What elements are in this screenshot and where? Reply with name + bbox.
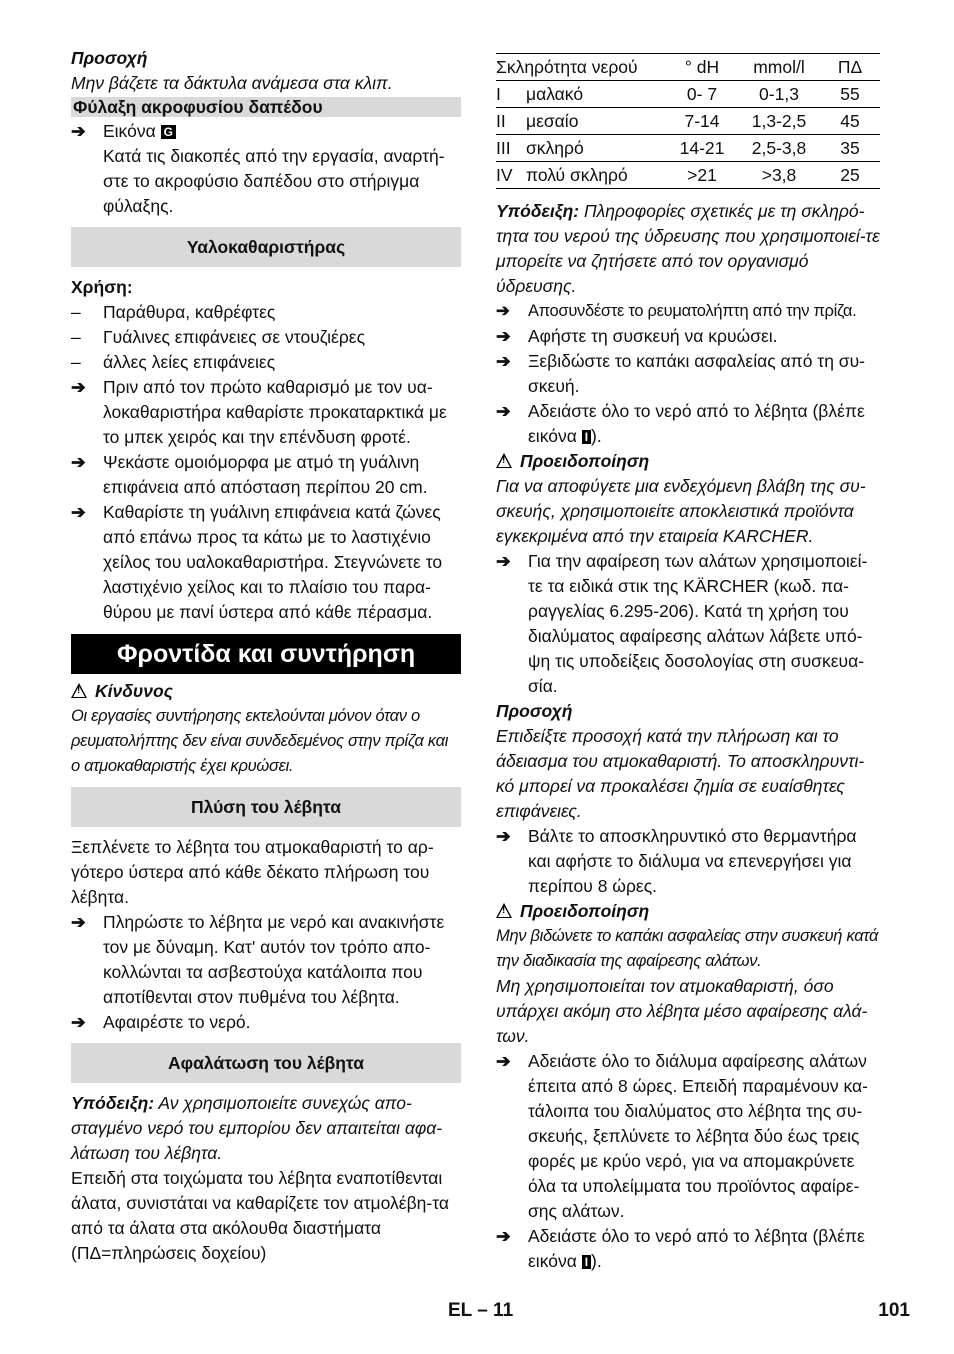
hardness-note (496, 199, 880, 299)
prep-step-text: Ξεβιδώστε το καπάκι ασφαλείας από τη συ-σκευή. (528, 351, 865, 396)
figure-ref-badge: I (582, 1255, 591, 1269)
rinse-step-text: Αφαιρέστε το νερό. (103, 1012, 251, 1032)
danger-title (71, 679, 461, 704)
drain-step-text: Αδειάστε όλο το διάλυμα αφαίρεσης αλάτων έπειτα από 8 ώρες. Επειδή παραμένουν κα-τάλοιπα του διαλύματος στο λέβητα της συ-σκευής, ξεπλύνετε το λέβητα δύο έως τρεις φορές με κρύο νερό, για να απομακρύνετε όλα τα υπολείμματα του προϊόντος αφαίρε-σης αλάτων. (528, 1051, 868, 1221)
prep-step (496, 349, 880, 399)
dash-bullet: – (71, 327, 81, 347)
table-cell: II (496, 110, 506, 131)
usage-item-text: Γυάλινες επιφάνειες σε ντουζιέρες (103, 327, 366, 347)
right-column (496, 46, 880, 1274)
arrow-right-icon: ➔ (71, 912, 86, 932)
caution-text: Επιδείξτε προσοχή κατά την πλήρωση και το άδειασμα του ατμοκαθαριστή. Το αποσκληρυντι-κό μπορεί να προκαλέσει ζημία σε ευαίσθητες επιφάνειες. (496, 726, 865, 821)
left-column (71, 46, 461, 1266)
table-header-row (496, 54, 880, 81)
storage-text: Κατά τις διακοπές από την εργασία, αναρτή-στε το ακροφύσιο δαπέδου στο στήριγμα φύλαξης. (103, 146, 445, 216)
arrow-right-icon: ➔ (496, 826, 511, 846)
arrow-right-icon: ➔ (496, 551, 511, 571)
figure-ref-badge: I (582, 430, 591, 444)
dash-bullet: – (71, 352, 81, 372)
table-cell: 1,3-2,5 (751, 110, 807, 131)
glass-step (71, 500, 461, 625)
table-cell: μεσαίο (526, 110, 579, 131)
arrow-right-icon: ➔ (496, 401, 511, 421)
descaler-step-text: Για την αφαίρεση των αλάτων χρησιμοποιεί-τε τα ειδικά στικ της KÄRCHER (κωδ. πα-ραγγελίας 6.295-206). Κατά τη χρήση του διαλύματος αφαίρεσης αλάτων λάβετε υπό-ψη τις υποδείξεις δοσολογίας στη συσκευα-σία. (528, 551, 868, 696)
table-cell: σκληρό (526, 137, 584, 158)
storage-step-label: Εικόνα (103, 121, 156, 141)
glass-step-text: Ψεκάστε ομοιόμορφα με ατμό τη γυάλινη επιφάνεια από απόσταση περίπου 20 cm. (103, 452, 428, 497)
water-hardness-table (496, 53, 880, 189)
table-cell: 0-1,3 (759, 83, 799, 104)
table-cell: μαλακό (526, 83, 584, 104)
warning-triangle-icon (71, 683, 87, 698)
warning-text: Για να αποφύγετε μια ενδεχόμενη βλάβη της συ-σκευής, χρησιμοποιείτε αποκλειστικά προϊόντα εγκεκριμένα από την εταιρεία KARCHER. (496, 476, 866, 546)
table-cell: 45 (840, 110, 860, 131)
table-cell: >3,8 (761, 164, 797, 185)
note-label: Υπόδειξη: (71, 1093, 155, 1113)
warning-title-text: Προειδοποίηση (520, 901, 650, 921)
rinse-step (71, 910, 461, 1010)
warning-triangle-icon (496, 453, 512, 468)
drain-step (496, 1049, 880, 1224)
rinse-step (71, 1010, 461, 1035)
arrow-right-icon: ➔ (71, 121, 86, 141)
care-heading: Φροντίδα και συντήρηση (71, 634, 461, 674)
note-label: Υπόδειξη: (496, 201, 580, 221)
table-cell: I (496, 83, 501, 104)
warning-title (496, 449, 880, 474)
danger-title-text: Κίνδυνος (95, 681, 173, 701)
glass-step (71, 450, 461, 500)
warning-title-text: Προειδοποίηση (520, 451, 650, 471)
dash-bullet: – (71, 302, 81, 322)
table-cell: 55 (840, 83, 860, 104)
rinse-heading: Πλύση του λέβητα (71, 787, 461, 827)
warning-title (496, 899, 880, 924)
arrow-right-icon: ➔ (71, 377, 86, 397)
prep-step (496, 324, 880, 349)
heater-step-text: Βάλτε το αποσκληρυντικό στο θερμαντήρα και αφήστε το διάλυμα να επενεργήσει για περίπου 8 ώρες. (528, 826, 857, 896)
prep-step (496, 299, 880, 324)
table-cell: 0- 7 (686, 83, 718, 104)
glass-step-text: Καθαρίστε τη γυάλινη επιφάνεια κατά ζώνες από επάνω προς τα κάτω με το λαστιχένιο χείλος του υαλοκαθαριστήρα. Στεγνώνετε το λαστιχένιο χείλος και το πλαίσιο του παρα-θύρου με πανί ύστερα από κάθε πέρασμα. (103, 502, 443, 622)
arrow-right-icon: ➔ (496, 1051, 511, 1071)
rinse-text: Ξεπλένετε το λέβητα του ατμοκαθαριστή το αρ-γότερο ύστερα από κάθε δέκατο πλήρωση του λέβητα. (71, 837, 434, 907)
table-cell: 7-14 (684, 110, 720, 131)
descale-text: Επειδή στα τοιχώματα του λέβητα εναποτίθενται άλατα, συνιστάται να καθαρίζετε τον ατμολέβη-τα από τα άλατα στα ακόλουθα διαστήματα (ΠΔ=πληρώσεις δοχείου) (71, 1168, 450, 1263)
usage-item (71, 325, 461, 350)
table-cell: 2,5-3,8 (751, 137, 807, 158)
arrow-right-icon: ➔ (71, 452, 86, 472)
table-header: ° dH (684, 56, 720, 77)
table-row (496, 135, 880, 162)
table-cell: III (496, 137, 511, 158)
heater-step (496, 824, 880, 899)
prep-step-text: Αφήστε τη συσκευή να κρυώσει. (528, 326, 778, 346)
table-row (496, 162, 880, 189)
warning-text: Μη χρησιμοποιείται τον ατμοκαθαριστή, όσο υπάρχει ακόμη στο λέβητα μέσο αφαίρεσης αλά-των. (496, 976, 868, 1046)
usage-item-text: Παράθυρα, καθρέφτες (103, 302, 276, 322)
table-cell: 25 (840, 164, 860, 185)
attention-text: Μην βάζετε τα δάκτυλα ανάμεσα στα κλιπ. (71, 73, 393, 93)
empty-step-text: Αδειάστε όλο το νερό από το λέβητα (βλέπε εικόνα (528, 401, 865, 446)
table-cell: 35 (840, 137, 860, 158)
empty-step-end: ). (591, 426, 602, 446)
table-cell: >21 (687, 164, 717, 185)
note-text: Πληροφορίες σχετικές με τη σκληρό-τητα του νερού της ύδρευσης που χρησιμοποιεί-τε μπορείτε να ζητήσετε από τον οργανισμό ύδρευσης. (496, 201, 880, 296)
empty-step (496, 399, 880, 449)
table-header: mmol/l (753, 56, 805, 77)
arrow-right-icon: ➔ (496, 326, 511, 346)
caution-title: Προσοχή (496, 701, 573, 721)
arrow-right-icon: ➔ (496, 351, 511, 371)
arrow-right-icon: ➔ (71, 502, 86, 522)
table-row (496, 108, 880, 135)
empty-step-end: ). (591, 1251, 602, 1271)
usage-item-text: άλλες λείες επιφάνειες (103, 352, 276, 372)
usage-item (71, 300, 461, 325)
prep-step-text: Αποσυνδέστε το ρευματολήπτη από την πρίζα. (528, 302, 857, 320)
usage-item (71, 350, 461, 375)
storage-heading: Φύλαξη ακροφυσίου δαπέδου (71, 97, 461, 117)
descale-note (71, 1091, 461, 1166)
danger-text: Οι εργασίες συντήρησης εκτελούνται μόνον όταν ο ρευματολήπτης δεν είναι συνδεδεμένος στην πρίζα και ο ατμοκαθαριστής έχει κρυώσει. (71, 707, 449, 775)
warning-text: Μην βιδώνετε το καπάκι ασφαλείας στην συσκευή κατά την διαδικασία της αφαίρεσης αλάτων. (496, 927, 879, 970)
descaler-step (496, 549, 880, 699)
arrow-right-icon: ➔ (71, 1012, 86, 1032)
table-cell: IV (496, 164, 513, 185)
warning-triangle-icon (496, 903, 512, 918)
arrow-right-icon: ➔ (496, 1226, 511, 1246)
table-row (496, 81, 880, 108)
glass-heading: Υαλοκαθαριστήρας (71, 227, 461, 267)
storage-step (71, 119, 461, 144)
page-number: 101 (878, 1300, 910, 1321)
table-cell: πολύ σκληρό (526, 164, 628, 185)
descale-heading: Αφαλάτωση του λέβητα (71, 1043, 461, 1083)
table-header: Σκληρότητα νερού (496, 56, 638, 77)
glass-step-text: Πριν από τον πρώτο καθαρισμό με τον υα-λοκαθαριστήρα καθαρίστε προκαταρκτικά με το μπεκ χειρός και την επένδυση φροτέ. (103, 377, 447, 447)
table-header: ΠΔ (837, 56, 863, 77)
table-cell: 14-21 (679, 137, 725, 158)
empty-step-text: Αδειάστε όλο το νερό από το λέβητα (βλέπε εικόνα (528, 1226, 865, 1271)
attention-title: Προσοχή (71, 48, 148, 68)
arrow-right-icon: ➔ (496, 302, 510, 320)
glass-step (71, 375, 461, 450)
footer-section: EL – 11 (448, 1300, 514, 1321)
rinse-step-text: Πληρώστε το λέβητα με νερό και ανακινήστε τον με δύναμη. Κατ' αυτόν τον τρόπο απο-κολλώνται τα ασβεστούχα κατάλοιπα που αποτίθενται στον πυθμένα του λέβητα. (103, 912, 445, 1007)
usage-label: Χρήση: (71, 277, 133, 297)
empty-step (496, 1224, 880, 1274)
note-text: Αν χρησιμοποιείτε συνεχώς απο-σταγμένο νερό του εμπορίου δεν απαιτείται αφα-λάτωση του λέβητα. (71, 1093, 443, 1163)
figure-ref-badge: G (161, 125, 176, 139)
